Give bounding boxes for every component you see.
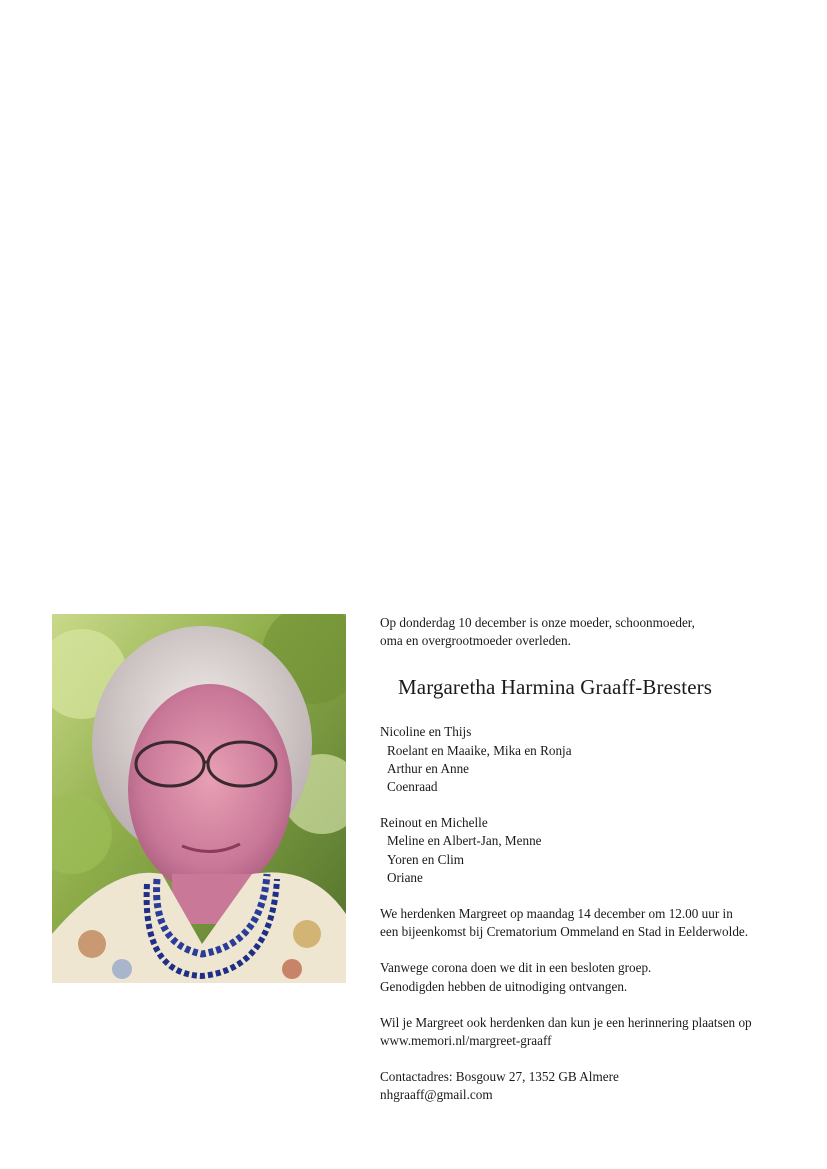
family-member: Roelant en Maaike, Mika en Ronja <box>387 742 572 758</box>
family-group <box>380 814 800 887</box>
corona-line: Vanwege corona doen we dit in een besloten groep. <box>380 960 652 976</box>
family-member: Yoren en Clim <box>387 851 465 867</box>
intro-text <box>380 614 800 650</box>
intro-line: Op donderdag 10 december is onze moeder, schoonmoeder, <box>380 615 695 630</box>
family-member: Meline en Albert-Jan, Menne <box>387 833 542 849</box>
ceremony-info <box>380 905 800 941</box>
family-head: Nicoline en Thijs <box>380 724 472 740</box>
memorial-line: Wil je Margreet ook herdenken dan kun je een herinnering plaatsen op <box>380 1014 752 1030</box>
deceased-name: Margaretha Harmina Graaff-Bresters <box>398 675 712 700</box>
memorial-info <box>380 1014 800 1050</box>
corona-line: Genodigden hebben de uitnodiging ontvangen. <box>380 978 628 994</box>
family-member: Oriane <box>387 869 423 885</box>
announcement-text <box>380 614 800 1123</box>
contact-info <box>380 1068 800 1104</box>
ceremony-line: een bijeenkomst bij Crematorium Ommeland en Stad in Eelderwolde. <box>380 924 749 940</box>
portrait-photo <box>52 614 346 983</box>
contact-address: Contactadres: Bosgouw 27, 1352 GB Almere <box>380 1069 619 1085</box>
family-member: Arthur en Anne <box>387 760 470 776</box>
corona-notice <box>380 959 800 995</box>
contact-email[interactable]: nhgraaff@gmail.com <box>380 1087 493 1103</box>
family-member: Coenraad <box>387 779 438 795</box>
memorial-link[interactable]: www.memori.nl/margreet-graaff <box>380 1033 552 1049</box>
family-group <box>380 723 800 796</box>
ceremony-line: We herdenken Margreet op maandag 14 december om 12.00 uur in <box>380 906 733 922</box>
intro-line: oma en overgrootmoeder overleden. <box>380 633 571 649</box>
family-head: Reinout en Michelle <box>380 815 488 831</box>
